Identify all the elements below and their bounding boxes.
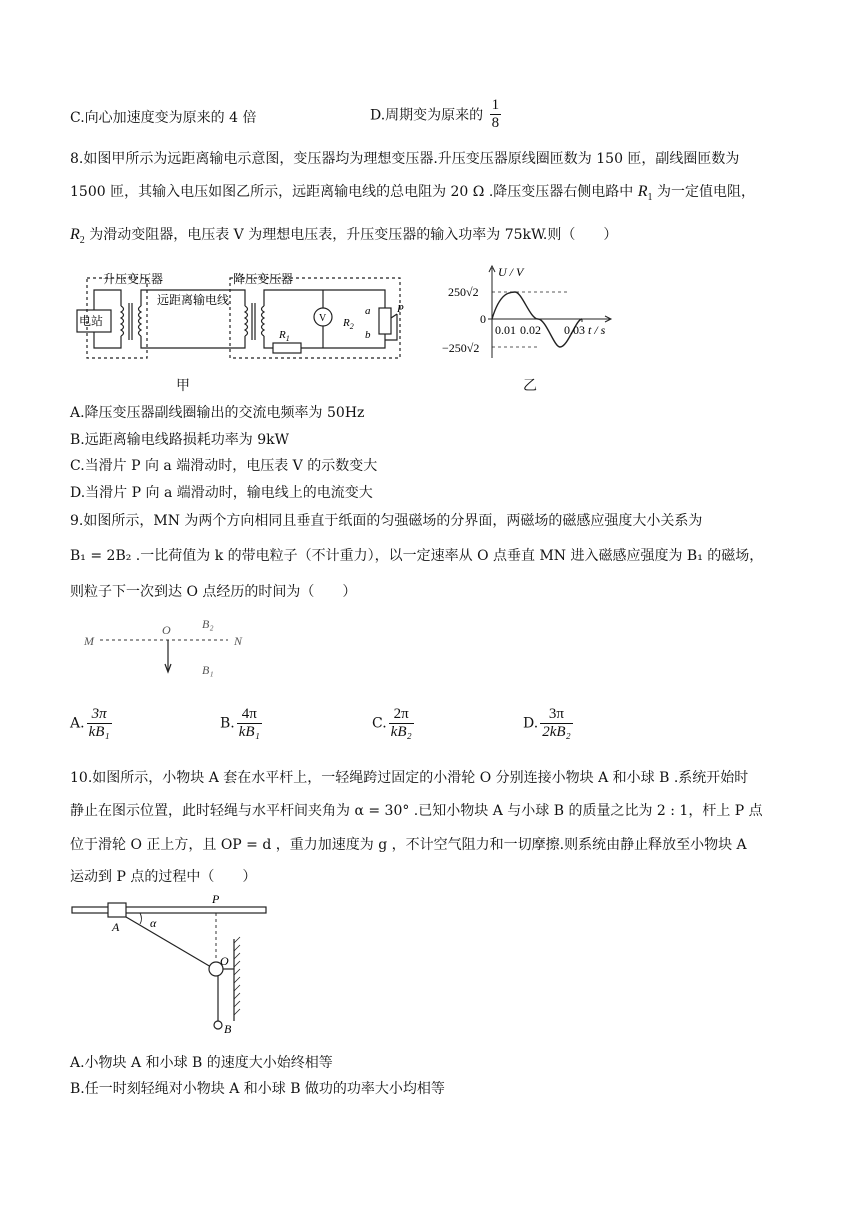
q9-stem-line2: B₁ = 2B₂ .一比荷值为 k 的带电粒子（不计重力），以一定速率从 O 点垂直 MN 进入磁感应强度为 B₁ 的磁场， bbox=[70, 548, 764, 564]
alpha-label: α bbox=[150, 916, 157, 930]
q10-stem-line1: 10.如图所示，小物块 A 套在水平杆上，一轻绳跨过固定的小滑轮 O 分别连接小物块 A 和小球 B .系统开始时 bbox=[70, 770, 749, 786]
r1-symbol: $R_1$ bbox=[637, 183, 653, 204]
p-point-label: P bbox=[212, 893, 220, 906]
q10-figure bbox=[70, 893, 275, 1043]
station-label: 电站 bbox=[79, 314, 104, 328]
q7-option-d-prefix: D.周期变为原来的 bbox=[370, 107, 484, 124]
b1-label: B₁ bbox=[202, 663, 214, 677]
q9-option-a: A. $\frac{3\pi}{\text{kB₁}}$ bbox=[70, 706, 110, 740]
q10-option-a: A.小物块 A 和小球 B 的速度大小始终相等 bbox=[70, 1055, 333, 1071]
q8-stem-line1: 8.如图甲所示为远距离输电示意图，变压器均为理想变压器.升压变压器原线圈匝数为 150 匝，副线圈匝数为 bbox=[70, 151, 740, 167]
q8-option-a: A.降压变压器副线圈输出的交流电频率为 50Hz bbox=[70, 405, 365, 421]
p-label: P bbox=[397, 303, 404, 315]
q9-stem-line1: 9.如图所示，MN 为两个方向相同且垂直于纸面的匀强磁场的分界面，两磁场的磁感应强度大小关系为 bbox=[70, 513, 703, 529]
a-block-label: A bbox=[112, 920, 120, 934]
line-label: 远距离输电线 bbox=[157, 293, 230, 307]
q8-option-d: D.当滑片 P 向 a 端滑动时，输电线上的电流变大 bbox=[70, 485, 373, 501]
step-down-label: 降压变压器 bbox=[233, 272, 294, 286]
x-tick-1: 0.01 bbox=[495, 323, 516, 337]
q8-stem-line2: 1500 匝，其输入电压如图乙所示，远距离输电线的总电阻为 20 Ω .降压变压器右侧电路中 $R_1$ 为一定值电阻， bbox=[70, 183, 755, 204]
r2-symbol: $R_2$ bbox=[70, 226, 85, 247]
voltmeter-label: V bbox=[319, 313, 327, 324]
q10-stem-line4: 运动到 P 点的过程中（ ） bbox=[70, 869, 257, 885]
o-pulley-label: O bbox=[220, 954, 229, 968]
q9-stem-line3: 则粒子下一次到达 O 点经历的时间为（ ） bbox=[70, 584, 357, 600]
b2-label: B₂ bbox=[202, 617, 214, 631]
q10-option-b: B.任一时刻轻绳对小物块 A 和小球 B 做功的功率大小均相等 bbox=[70, 1081, 445, 1097]
x-tick-2: 0.02 bbox=[520, 323, 541, 337]
y-axis-label: U / V bbox=[498, 265, 524, 279]
q9-figure bbox=[80, 612, 255, 684]
q7-option-d-fraction: $\frac{1}{8}$ bbox=[491, 97, 500, 131]
q8-stem-line3: $R_2$ 为滑动变阻器，电压表 V 为理想电压表，升压变压器的输入功率为 75kW.则（ ） bbox=[70, 226, 618, 247]
q8-option-c: C.当滑片 P 向 a 端滑动时，电压表 V 的示数变大 bbox=[70, 458, 378, 474]
q7-option-c: C.向心加速度变为原来的 4 倍 bbox=[70, 110, 257, 126]
y-tick-top: 250√2 bbox=[448, 285, 479, 299]
origin-label: 0 bbox=[480, 312, 486, 326]
q9-option-b: B. $\frac{4\pi}{\text{kB₁}}$ bbox=[220, 706, 260, 740]
q7-option-d bbox=[370, 97, 503, 132]
q8-figure-jia-caption: 甲 bbox=[176, 378, 190, 394]
q8-option-b: B.远距离输电线路损耗功率为 9kW bbox=[70, 432, 289, 448]
a-label: a bbox=[365, 305, 371, 317]
x-tick-3: 0.03 bbox=[564, 323, 585, 337]
b-label: b bbox=[365, 329, 371, 341]
q8-figure-yi bbox=[440, 262, 620, 362]
r1-label: $R_1$ bbox=[279, 329, 290, 343]
step-up-label: 升压变压器 bbox=[103, 272, 164, 286]
q8-figure-jia bbox=[75, 268, 415, 368]
q9-option-d: D. $\frac{3\pi}{\text{2kB₂}}$ bbox=[523, 706, 571, 740]
r2-label: $R_2$ bbox=[343, 317, 354, 331]
q10-stem-line3: 位于滑轮 O 正上方，且 OP = d ，重力加速度为 g ，不计空气阻力和一切摩擦.则系统由静止释放至小物块 A bbox=[70, 837, 747, 853]
x-axis-label: t / s bbox=[588, 323, 606, 337]
q9-option-c: C. $\frac{2\pi}{\text{kB₂}}$ bbox=[372, 706, 412, 740]
n-label: N bbox=[234, 634, 243, 648]
q10-stem-line2: 静止在图示位置，此时轻绳与水平杆间夹角为 α = 30° .已知小物块 A 与小球 B 的质量之比为 2 : 1，杆上 P 点 bbox=[70, 803, 763, 819]
y-tick-bottom: −250√2 bbox=[442, 341, 480, 355]
o-label: O bbox=[162, 623, 171, 637]
b-ball-label: B bbox=[224, 1022, 232, 1036]
m-label: M bbox=[84, 634, 94, 648]
q8-figure-yi-caption: 乙 bbox=[523, 378, 537, 394]
